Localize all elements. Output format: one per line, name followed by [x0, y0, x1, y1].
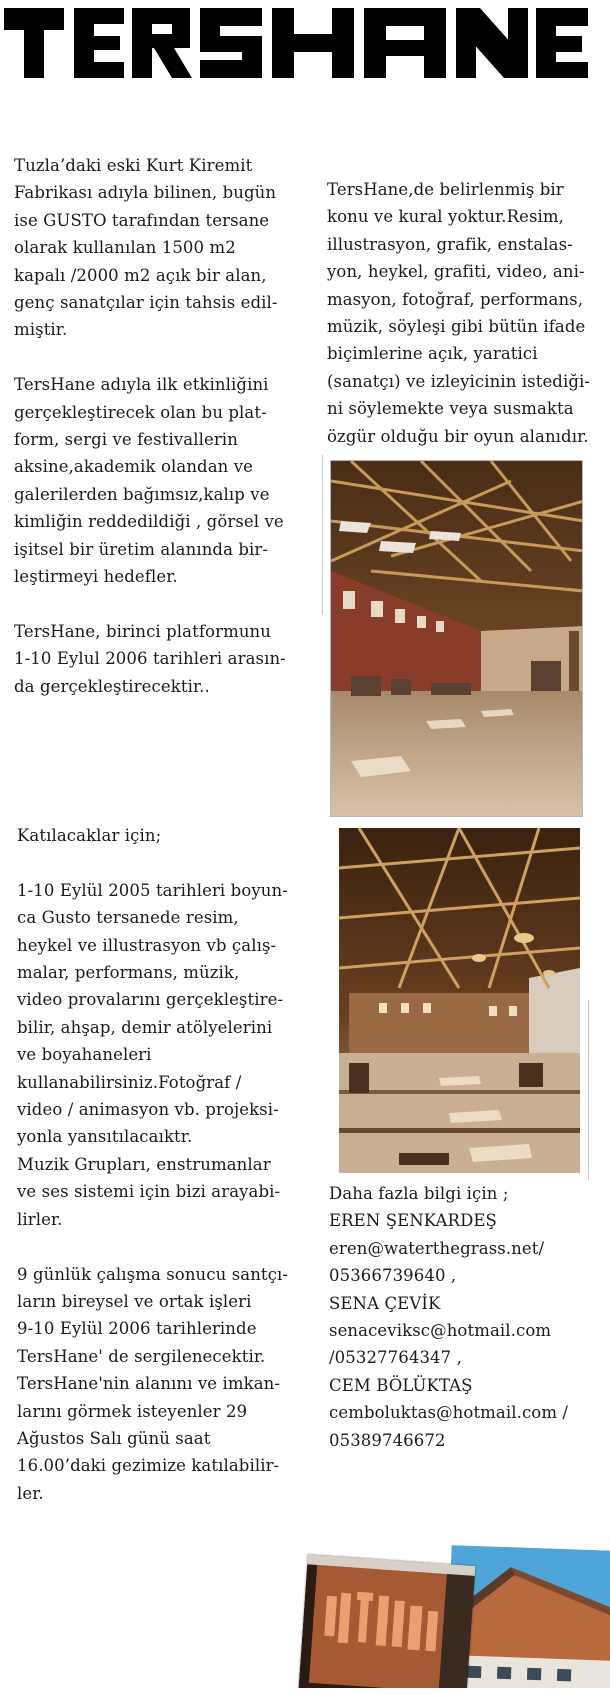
divider-line	[322, 455, 323, 615]
concept-paragraph: TersHane,de belirlenmiş bir konu ve kural yoktur.Resim, illustrasyon, grafik, enstalas- yon, heykel, grafiti, video, ani- masyon, fotoğraf, performans, müzik, söyleşi gibi bütün ifade biçimlerine açık, yaratici (sanatçı) ve izleyicinin istediği- ni söylemekte veya susmakta özgür olduğu bir oyun alanıdır.	[327, 180, 591, 446]
contact-info: Daha fazla bilgi için ; EREN ŞENKARDEŞ eren@waterthegrass.net/ 05366739640 , SENA ÇEVİK senaceviksc@hotmail.com /05327764347 , CEM BÖLÜKTAŞ cemboluktas@hotmail.com / 05389746672	[329, 1184, 569, 1450]
factory-hall-photo	[330, 460, 583, 817]
participants-paragraphs: Katılacaklar için; 1-10 Eylül 2005 tarihleri boyun- ca Gusto tersanede resim, heykel ve illustrasyon vb çalış- malar, performans, müzik, video provalarını gerçekleştire- bilir, ahşap, demir atölyelerini ve boyahaneleri kullanabilirsiniz.Fotoğraf / video / animasyon vb. projeksi- yonla yansıtılacaıktr. Muzik Grupları, enstrumanlar ve ses sistemi için bizi arayabi- lirler. 9 günlük çalışma sonucu santçı- ların bireysel ve ortak işleri 9-10 Eylül 2006 tarihlerinde TersHane' de sergilenecektir. TersHane'nin alanını ve imkan- larını görmek isteyenler 29 Ağustos Salı günü saat 16.00’daki gezimize katılabilir- ler.	[17, 826, 289, 1503]
divider-line	[588, 1000, 589, 1180]
tershane-logo	[4, 2, 588, 84]
tershane-painted-logo-photo	[299, 1554, 476, 1694]
factory-roof-trusses-photo	[339, 828, 580, 1173]
page-bottom-edge	[290, 1688, 610, 1694]
intro-paragraphs: Tuzla’daki eski Kurt Kiremit Fabrikası adıyla bilinen, bugün ise GUSTO tarafından tersane olarak kullanılan 1500 m2 kapalı /2000 m2 açık bir alan, genç sanatçılar için tahsis edil- miştir. TersHane adıyla ilk etkinliğini gerçekleştirecek olan bu plat- form, sergi ve festivallerin aksine,akademik olandan ve galerilerden bağımsız,kalıp ve kimliğin reddedildiği , görsel ve işitsel bir üretim alanında bir- leştirmeyi hedefler. TersHane, birinci platformunu 1-10 Eylul 2006 tarihleri arasın- da gerçekleştirecektir..	[14, 156, 286, 696]
